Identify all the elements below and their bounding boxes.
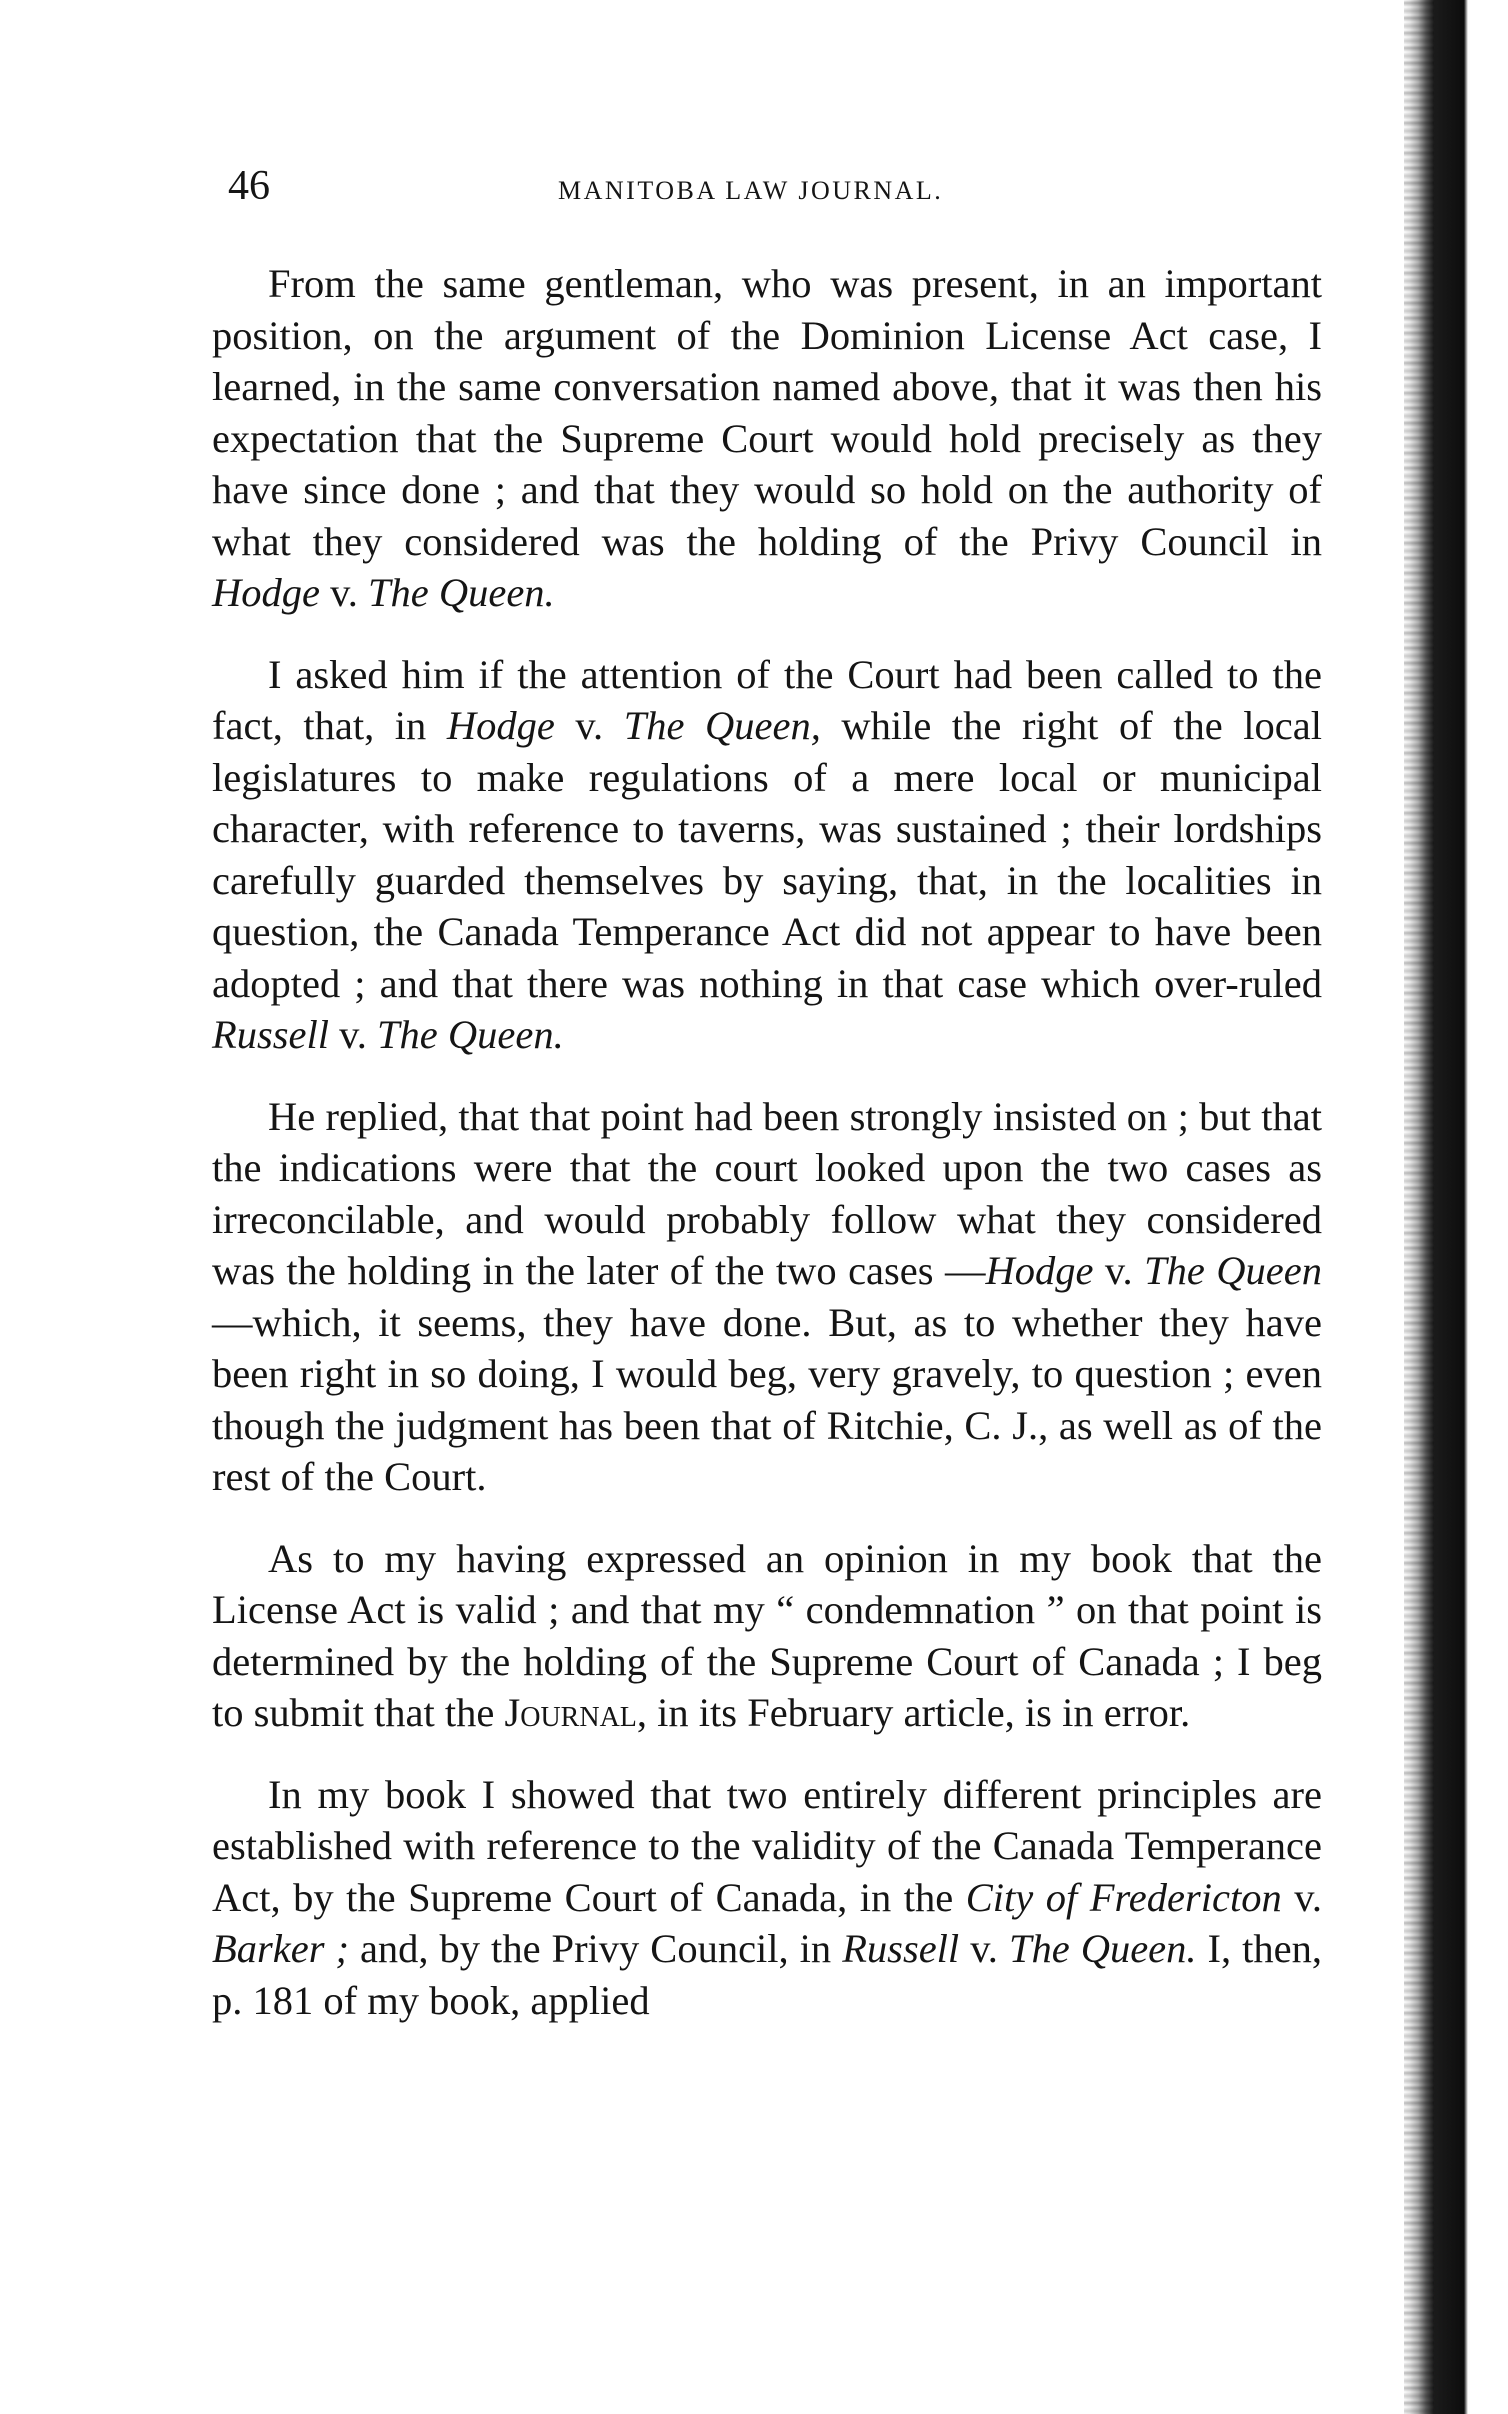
paragraph-4 <box>212 1533 1322 1739</box>
case-name-italic: The Queen. <box>1008 1926 1197 1971</box>
paragraph-5-text: I, then, p. 181 of my book, applied <box>212 1926 1322 2023</box>
paragraph-4-text: As to my having expressed an opinion in my book that the License Act is valid ; and that my “ condemnation ” on that point is determined by the holding of the Supreme Court of Canada ; I beg to submit that the <box>212 1535 1322 1735</box>
case-name-italic: The Queen. <box>377 1012 564 1057</box>
paragraph-1-text: From the same gentleman, who was present, in an important position, on the argument of the Dominion License Act case, I learned, in the same conversation named above, that it was then his expectation that the Supreme Court would hold precisely as they have since done ; and that they would so hold on the authority of what they considered was the holding of the Privy Council in <box>212 261 1322 564</box>
case-name-italic: The Queen <box>1144 1248 1323 1293</box>
book-binding-shadow <box>1404 0 1508 2414</box>
case-name-italic: Hodge <box>985 1248 1094 1293</box>
journal-small-caps: Journal <box>504 1690 637 1735</box>
paragraph-5-text: and, by the Privy Council, in <box>348 1926 843 1971</box>
versus: v. <box>1093 1248 1145 1293</box>
paragraph-2-text: I asked him if the attention of the Court had been called to the fact, that, in <box>212 651 1322 748</box>
versus: v. <box>329 1012 377 1057</box>
case-name-italic: Barker ; <box>212 1926 349 1971</box>
paragraph-3-text: —which, it seems, they have done. But, as to whether they have been right in so doing, I would beg, very gravely, to question ; even though the judgment has been that of Ritchie, C. J., as well as of the rest of the Court. <box>212 1299 1322 1499</box>
versus: v. <box>319 570 368 615</box>
case-name-italic: Russell <box>212 1012 329 1057</box>
paragraph-5-text: In my book I showed that two entirely different principles are established with reference to the validity of the Canada Temperance Act, by the Supreme Court of Canada, in the <box>212 1771 1322 1920</box>
page-header <box>228 162 1348 222</box>
versus: v. <box>1281 1874 1322 1920</box>
paragraph-1 <box>212 258 1322 619</box>
versus: v. <box>959 1926 1009 1971</box>
case-name-italic: Russell <box>842 1926 960 1971</box>
case-name-italic: The Queen, <box>623 703 821 748</box>
body-text <box>212 258 1322 2050</box>
case-name-italic: The Queen. <box>367 570 555 615</box>
page-number: 46 <box>228 163 270 209</box>
paragraph-4-text: , in its February article, is in error. <box>636 1690 1191 1735</box>
paragraph-3 <box>212 1091 1322 1503</box>
case-name-italic: Hodge <box>212 570 320 615</box>
running-head: MANITOBA LAW JOURNAL. <box>558 176 944 205</box>
versus: v. <box>554 703 624 748</box>
case-name-italic: Hodge <box>446 703 555 748</box>
paragraph-2 <box>212 649 1322 1061</box>
case-name-italic: City of Fredericton <box>965 1874 1282 1920</box>
paragraph-3-text: He replied, that that point had been strongly insisted on ; but that the indications were that the court looked upon the two cases as irreconcilable, and would probably follow what they considered was the holding in the later of the two cases — <box>212 1093 1322 1293</box>
paragraph-5 <box>212 1769 1322 2027</box>
paragraph-2-text: while the right of the local legislatures to make regulations of a mere local or municipal character, with reference to taverns, was sustained ; their lordships carefully guarded themselves by saying, that, in the localities in question, the Canada Temperance Act did not appear to have been adopted ; and that there was nothing in that case which over-ruled <box>212 703 1323 1006</box>
